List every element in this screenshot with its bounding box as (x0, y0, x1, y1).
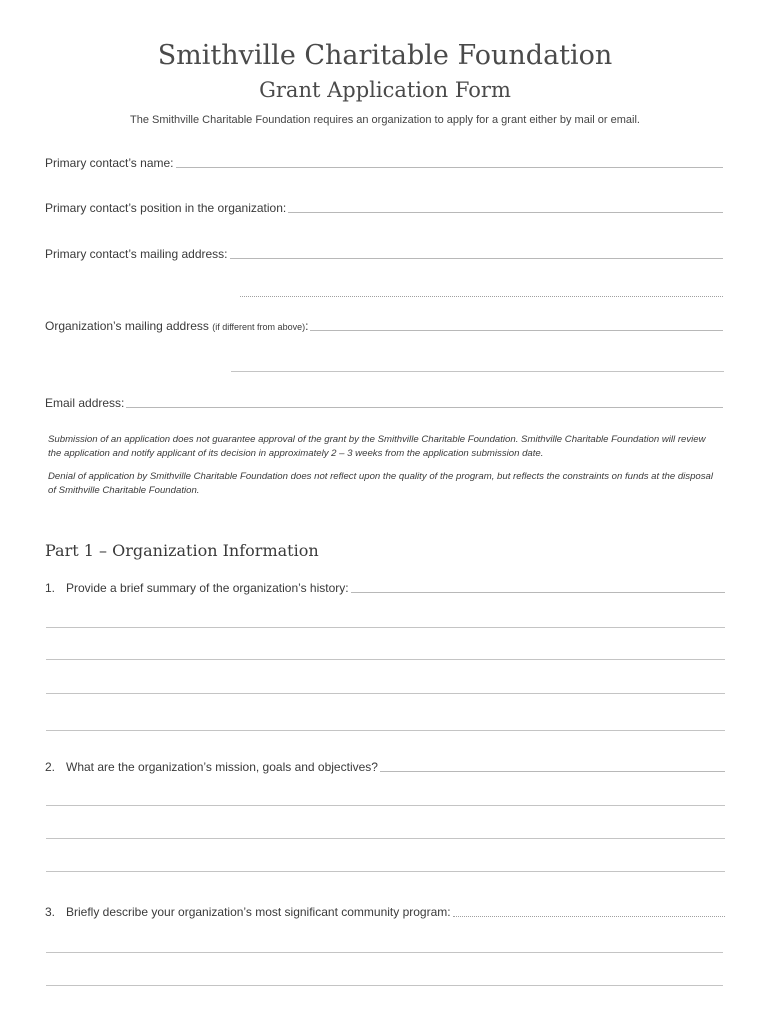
email-line[interactable] (126, 406, 723, 408)
answer-line[interactable] (46, 985, 723, 986)
question-2-line[interactable] (380, 770, 725, 772)
answer-line[interactable] (46, 952, 723, 953)
denial-note: Denial of application by Smithville Charitable Foundation does not reflect upon the quality of the program, but reflects the constraints on funds at the disposal of Smithville Charitable Foundation. (48, 471, 714, 496)
part1-heading: Part 1 – Organization Information (45, 541, 319, 560)
question-3-line[interactable] (453, 915, 725, 917)
question-1[interactable] (45, 581, 725, 595)
contact-mailing-line-2[interactable] (240, 296, 723, 297)
contact-name-line[interactable] (176, 166, 724, 168)
org-mailing-label: Organization’s mailing address (if different from above): (45, 319, 309, 333)
org-mailing-note: (if different from above) (212, 322, 306, 332)
question-2[interactable] (45, 760, 725, 774)
question-3-number: 3. (45, 905, 56, 919)
org-mailing-field[interactable] (45, 319, 723, 333)
intro-text: The Smithville Charitable Foundation requires an organization to apply for a grant either by mail or email. (130, 114, 640, 126)
answer-line[interactable] (46, 730, 725, 731)
submission-note: Submission of an application does not guarantee approval of the grant by the Smithville Charitable Foundation. Smithville Charitable Foundation will review the application and notify applicant of its decision in approximately 2 – 3 weeks from the application submission date. (48, 434, 706, 459)
email-label: Email address: (45, 396, 125, 410)
contact-position-field[interactable] (45, 201, 723, 215)
contact-name-label: Primary contact’s name: (45, 156, 174, 170)
answer-line[interactable] (46, 805, 725, 806)
contact-mailing-field[interactable] (45, 247, 723, 261)
org-mailing-line[interactable] (310, 329, 723, 331)
question-3-text: Briefly describe your organization’s most significant community program: (66, 905, 451, 919)
question-2-number: 2. (45, 760, 56, 774)
contact-name-field[interactable] (45, 156, 723, 170)
email-field[interactable] (45, 396, 723, 410)
form-subtitle: Grant Application Form (259, 78, 511, 102)
contact-position-label: Primary contact’s position in the organization: (45, 201, 287, 215)
org-mailing-line-2[interactable] (231, 371, 724, 372)
contact-position-line[interactable] (288, 211, 723, 213)
contact-mailing-line[interactable] (230, 257, 723, 259)
answer-line[interactable] (46, 627, 725, 628)
question-1-text: Provide a brief summary of the organization’s history: (66, 581, 349, 595)
answer-line[interactable] (46, 693, 725, 694)
answer-line[interactable] (46, 659, 725, 660)
question-1-number: 1. (45, 581, 56, 595)
question-1-line[interactable] (351, 591, 725, 593)
question-2-text: What are the organization’s mission, goals and objectives? (66, 760, 378, 774)
page-title: Smithville Charitable Foundation (157, 40, 613, 71)
answer-line[interactable] (46, 838, 725, 839)
answer-line[interactable] (46, 871, 725, 872)
question-3[interactable] (45, 905, 725, 919)
contact-mailing-label: Primary contact’s mailing address: (45, 247, 228, 261)
